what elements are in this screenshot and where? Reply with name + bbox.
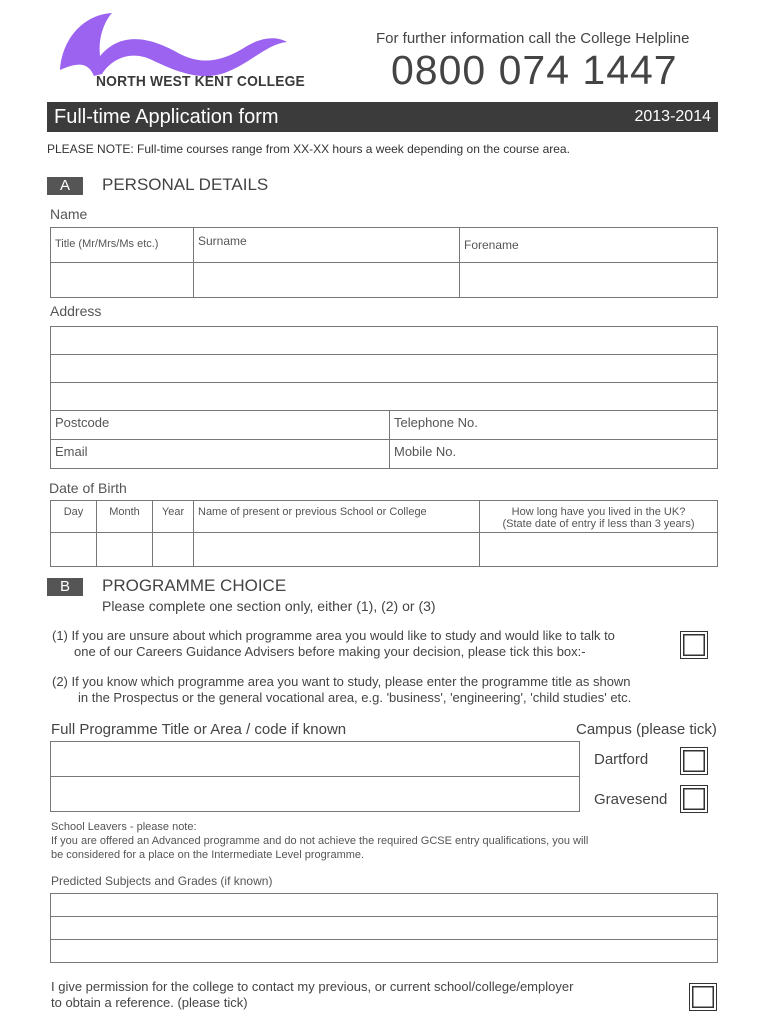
predicted-line-1[interactable] <box>51 894 718 917</box>
careers-advice-checkbox[interactable] <box>680 631 708 659</box>
campus-gravesend-checkbox[interactable] <box>680 785 708 813</box>
month-input[interactable] <box>97 533 153 567</box>
campus-dartford-label: Dartford <box>594 751 649 768</box>
address-label: Address <box>50 303 102 319</box>
address-line-2[interactable] <box>51 355 718 383</box>
predicted-table <box>50 893 718 963</box>
hours-note: PLEASE NOTE: Full-time courses range from XX-XX hours a week depending on the course area. <box>47 142 570 156</box>
address-line-3[interactable] <box>51 383 718 411</box>
name-table <box>50 227 718 298</box>
programme-input-line-2[interactable] <box>51 777 580 812</box>
reference-permission-checkbox[interactable] <box>689 983 717 1011</box>
dob-table <box>50 500 718 567</box>
campus-label: Campus (please tick) <box>576 721 717 738</box>
month-header: Month <box>97 501 153 533</box>
school-leavers-note: School Leavers - please note: If you are offered an Advanced programme and do not achieve the required GCSE entry qualifications, you will be considered for a place on the Intermediate Level programme. <box>51 821 589 861</box>
telephone-field[interactable]: Telephone No. <box>390 411 718 440</box>
surname-header: Surname <box>194 228 460 263</box>
forename-input[interactable] <box>460 263 718 298</box>
predicted-line-3[interactable] <box>51 940 718 963</box>
uk-residence-input[interactable] <box>480 533 718 567</box>
helpline-phone: 0800 074 1447 <box>391 47 678 93</box>
form-title: Full-time Application form <box>54 106 279 128</box>
surname-input[interactable] <box>194 263 460 298</box>
programme-input-line-1[interactable] <box>51 742 580 777</box>
option-1-text: (1) If you are unsure about which programme area you would like to study and would like to talk to one of our Careers Guidance Advisers before making your decision, please tick this box:- <box>52 628 615 659</box>
permission-text: I give permission for the college to contact my previous, or current school/college/employer to obtain a reference. (please tick) <box>51 979 574 1010</box>
section-b-badge: B <box>47 578 83 596</box>
email-field[interactable]: Email <box>51 440 390 469</box>
year-input[interactable] <box>153 533 194 567</box>
uk-residence-header: How long have you lived in the UK? (State date of entry if less than 3 years) <box>480 501 718 533</box>
programme-label: Full Programme Title or Area / code if known <box>51 721 347 738</box>
school-header: Name of present or previous School or College <box>194 501 480 533</box>
day-input[interactable] <box>51 533 97 567</box>
academic-year: 2013-2014 <box>634 108 711 125</box>
dob-label: Date of Birth <box>49 480 127 496</box>
title-header: Title (Mr/Mrs/Ms etc.) <box>51 228 194 263</box>
campus-dartford-checkbox[interactable] <box>680 747 708 775</box>
predicted-label: Predicted Subjects and Grades (if known) <box>51 874 273 888</box>
predicted-line-2[interactable] <box>51 917 718 940</box>
school-input[interactable] <box>194 533 480 567</box>
postcode-field[interactable]: Postcode <box>51 411 390 440</box>
title-input[interactable] <box>51 263 194 298</box>
section-b-subtitle: Please complete one section only, either (1), (2) or (3) <box>102 598 436 614</box>
day-header: Day <box>51 501 97 533</box>
forename-header: Forename <box>460 228 718 263</box>
campus-gravesend-label: Gravesend <box>594 791 668 808</box>
college-name: NORTH WEST KENT COLLEGE <box>96 73 305 90</box>
programme-table <box>50 741 580 812</box>
address-table <box>50 326 718 469</box>
section-a-title: PERSONAL DETAILS <box>102 175 269 194</box>
section-b-title: PROGRAMME CHOICE <box>102 576 287 595</box>
form-title-banner <box>47 102 718 132</box>
helpline-text: For further information call the College Helpline <box>376 30 690 47</box>
address-line-1[interactable] <box>51 327 718 355</box>
section-a-badge: A <box>47 177 83 195</box>
option-2-text: (2) If you know which programme area you want to study, please enter the programme title as shown in the Prospectus or the general vocational area, e.g. 'business', 'engineering', 'child studies' etc. <box>52 674 632 705</box>
year-header: Year <box>153 501 194 533</box>
mobile-field[interactable]: Mobile No. <box>390 440 718 469</box>
name-label: Name <box>50 206 88 222</box>
